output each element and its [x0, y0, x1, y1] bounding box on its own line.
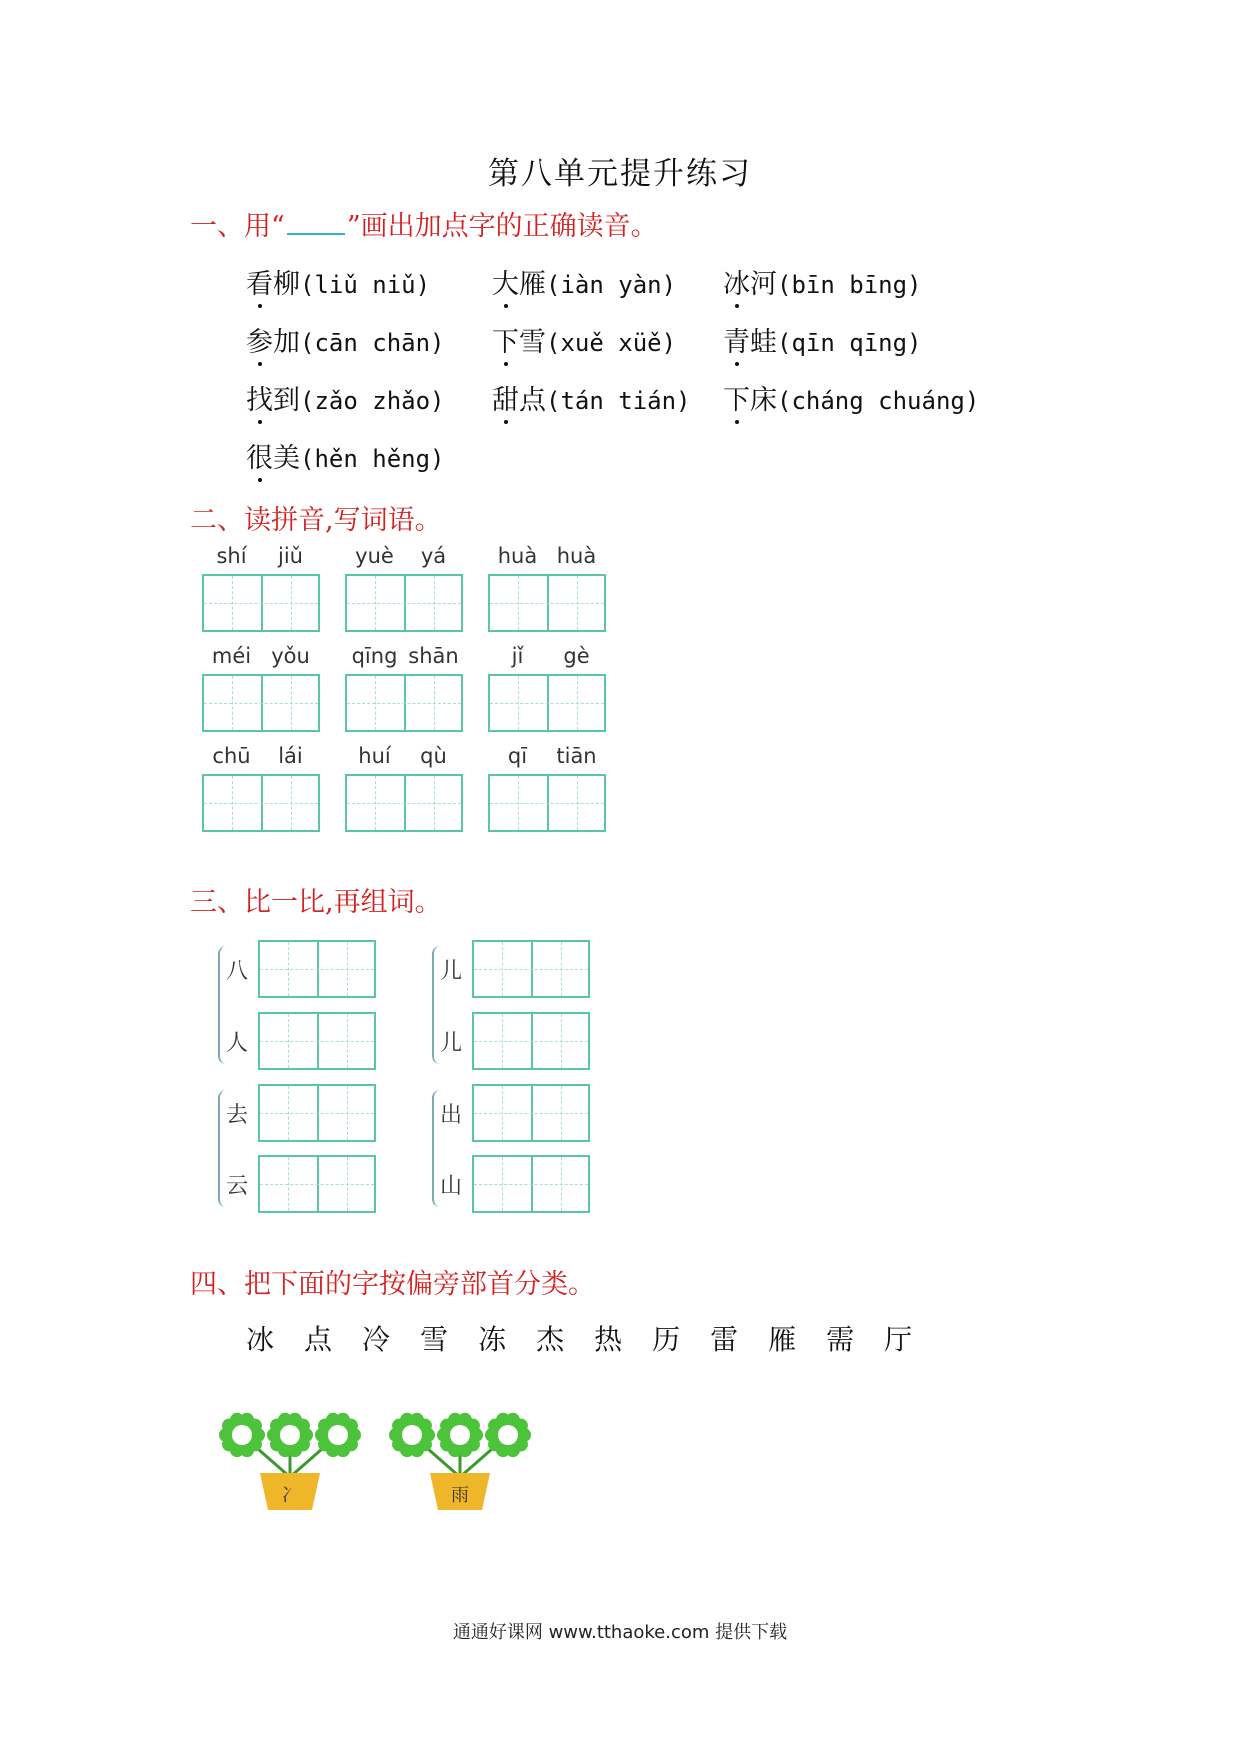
pinyin-label: huà: [497, 544, 538, 568]
choice-pinyin: (tán tián): [546, 387, 691, 415]
pinyin-label: jiǔ: [278, 544, 303, 568]
pinyin-label: huà: [556, 544, 597, 568]
section2-heading: 二、读拼音,写词语。: [190, 505, 442, 536]
pinyin-choice-item: [723, 378, 979, 417]
choice-pinyin: (iàn yàn): [546, 271, 677, 299]
writing-grid[interactable]: [258, 1155, 376, 1213]
classify-char: 厅: [884, 1323, 913, 1356]
classify-char: 冷: [362, 1323, 391, 1356]
writing-grid[interactable]: [472, 1012, 590, 1070]
pinyin-choice-item: [492, 378, 691, 417]
choice-word: 参加: [246, 320, 300, 359]
pinyin-label: shí: [216, 544, 247, 568]
writing-grid[interactable]: [472, 1155, 590, 1213]
classify-char: 冰: [246, 1323, 275, 1356]
pinyin-label: chū: [212, 744, 251, 768]
pinyin-label: tiān: [556, 744, 597, 768]
pinyin-label: yǒu: [271, 644, 310, 668]
emphasis-dot: [258, 362, 262, 366]
footer-source: 通通好课网 www.tthaoke.com 提供下载: [452, 1622, 788, 1643]
compare-char: 儿: [439, 959, 462, 984]
writing-grid[interactable]: [472, 940, 590, 998]
classify-char: 历: [652, 1323, 681, 1356]
pinyin-choice-item: [723, 320, 922, 359]
writing-grid[interactable]: [345, 574, 463, 632]
pinyin-label: lái: [278, 744, 303, 768]
writing-grid[interactable]: [488, 574, 606, 632]
pinyin-choice-item: [492, 320, 676, 359]
flower-icon: [389, 1413, 435, 1457]
choice-word: 很美: [246, 436, 300, 475]
choice-pinyin: (qīn qīng): [777, 329, 922, 357]
pot-radical-label: 冫: [281, 1485, 299, 1506]
choice-pinyin: (zǎo zhǎo): [300, 387, 445, 415]
emphasis-dot: [504, 362, 508, 366]
emphasis-dot: [504, 304, 508, 308]
choice-word: 大雁: [492, 262, 546, 301]
section4-heading: 四、把下面的字按偏旁部首分类。: [190, 1269, 595, 1300]
writing-grid[interactable]: [202, 674, 320, 732]
writing-grid[interactable]: [345, 774, 463, 832]
page-title: 第八单元提升练习: [488, 156, 752, 192]
choice-word: 下床: [723, 378, 777, 417]
compare-char: 儿: [439, 1031, 462, 1056]
emphasis-dot: [258, 478, 262, 482]
choice-word: 找到: [246, 378, 300, 417]
choice-word: 甜点: [492, 378, 546, 417]
pinyin-choice-item: [246, 436, 445, 475]
flower-pot: [389, 1413, 531, 1510]
classify-char: 点: [304, 1323, 333, 1356]
classify-char: 需: [826, 1323, 855, 1356]
classify-char: 杰: [536, 1323, 565, 1356]
classify-chars: [246, 1318, 942, 1358]
classify-char: 雪: [420, 1323, 449, 1356]
emphasis-dot: [504, 420, 508, 424]
compare-char: 出: [439, 1103, 462, 1128]
compare-char: 八: [225, 959, 248, 984]
writing-grid[interactable]: [488, 674, 606, 732]
compare-char: 人: [225, 1031, 248, 1056]
writing-grid[interactable]: [488, 774, 606, 832]
pinyin-label: yuè: [355, 544, 394, 568]
classify-char: 雷: [710, 1323, 739, 1356]
pinyin-choice-item: [246, 320, 445, 359]
flower-icon: [219, 1413, 265, 1457]
pinyin-label: shān: [408, 644, 459, 668]
pinyin-label: qù: [420, 744, 447, 768]
compare-char: 去: [225, 1103, 248, 1128]
flower-pots: [210, 1405, 570, 1515]
pinyin-label: qīng: [351, 644, 398, 668]
underline-blank-sample: [287, 211, 345, 235]
choice-word: 看柳: [246, 262, 300, 301]
section1-heading-post: ”画出加点字的正确读音。: [346, 211, 658, 242]
flower-icon: [485, 1413, 531, 1457]
writing-grid[interactable]: [202, 774, 320, 832]
choice-pinyin: (cháng chuáng): [777, 387, 980, 415]
pinyin-label: méi: [211, 644, 252, 668]
choice-word: 青蛙: [723, 320, 777, 359]
writing-grid[interactable]: [345, 674, 463, 732]
emphasis-dot: [735, 304, 739, 308]
flower-icon: [267, 1413, 313, 1457]
compare-char: 山: [439, 1174, 462, 1199]
pinyin-choice-item: [246, 378, 445, 417]
writing-grid[interactable]: [202, 574, 320, 632]
pinyin-choice-item: [492, 262, 676, 301]
pinyin-choice-item: [246, 262, 430, 301]
pot-radical-label: 雨: [451, 1485, 469, 1506]
emphasis-dot: [735, 420, 739, 424]
section1-heading-pre: 一、用“: [190, 211, 285, 242]
flower-pot: [219, 1413, 361, 1510]
pinyin-label: gè: [563, 644, 590, 668]
section1-heading: [190, 204, 658, 243]
emphasis-dot: [258, 304, 262, 308]
choice-pinyin: (xuě xüě): [546, 329, 677, 357]
choice-word: 下雪: [492, 320, 546, 359]
writing-grid[interactable]: [258, 940, 376, 998]
choice-word: 冰河: [723, 262, 777, 301]
emphasis-dot: [258, 420, 262, 424]
emphasis-dot: [735, 362, 739, 366]
choice-pinyin: (cān chān): [300, 329, 445, 357]
writing-grid[interactable]: [258, 1084, 376, 1142]
pinyin-choice-item: [723, 262, 922, 301]
classify-char: 冻: [478, 1323, 507, 1356]
compare-char: 云: [225, 1174, 248, 1199]
classify-char: 热: [594, 1323, 623, 1356]
pinyin-label: huí: [358, 744, 391, 768]
pinyin-label: qī: [507, 744, 528, 768]
choice-pinyin: (bīn bīng): [777, 271, 922, 299]
pinyin-label: yá: [420, 544, 447, 568]
section3-heading: 三、比一比,再组词。: [190, 887, 442, 918]
choice-pinyin: (liǔ niǔ): [300, 271, 431, 299]
writing-grid[interactable]: [258, 1012, 376, 1070]
choice-pinyin: (hěn hěng): [300, 445, 445, 473]
writing-grid[interactable]: [472, 1084, 590, 1142]
flower-icon: [437, 1413, 483, 1457]
classify-char: 雁: [768, 1323, 797, 1356]
pinyin-label: jǐ: [511, 644, 524, 668]
flower-icon: [315, 1413, 361, 1457]
